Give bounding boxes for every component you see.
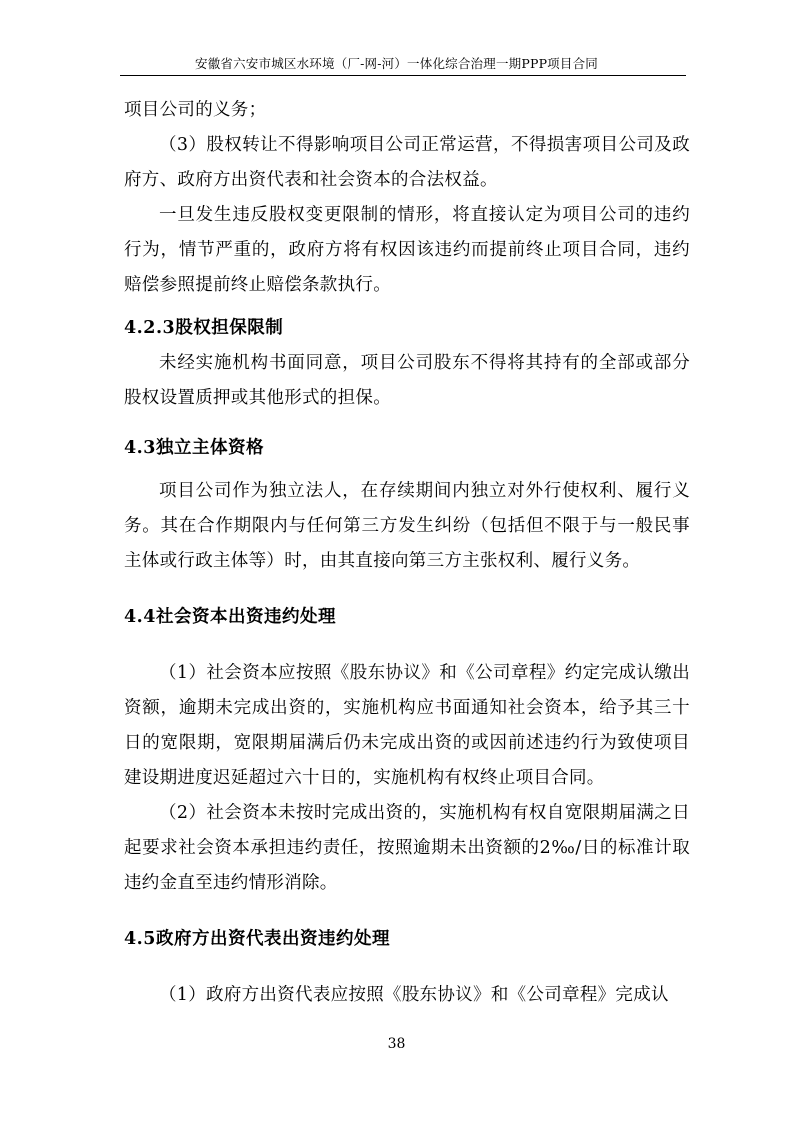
section-heading-4-3: 4.3独立主体资格 <box>124 438 264 458</box>
paragraph-breach-consequence: 一旦发生违反股权变更限制的情形，将直接认定为项目公司的违约行为，情节严重的，政府方将有权因该违约而提前终止项目合同，违约赔偿参照提前终止赔偿条款执行。 <box>124 205 690 295</box>
document-body <box>124 93 690 1013</box>
paragraph-government-contribution-1: （1）政府方出资代表应按照《股东协议》和《公司章程》完成认 <box>159 985 669 1005</box>
paragraph-continuation: 项目公司的义务； <box>124 100 267 120</box>
section-heading-4-5: 4.5政府方出资代表出资违约处理 <box>124 929 390 949</box>
page-number: 38 <box>387 1036 406 1052</box>
paragraph-independent-entity: 项目公司作为独立法人，在存续期间内独立对外行使权利、履行义务。其在合作期限内与任何第三方发生纠纷（包括但不限于与一般民事主体或行政主体等）时，由其直接向第三方主张权利、履行义务。 <box>124 481 690 571</box>
paragraph-equity-transfer-3: （3）股权转让不得影响项目公司正常运营，不得损害项目公司及政府方、政府方出资代表和社会资本的合法权益。 <box>124 135 690 190</box>
section-heading-4-4: 4.4社会资本出资违约处理 <box>124 607 336 627</box>
page-header-title: 安徽省六安市城区水环境（厂-网-河）一体化综合治理一期PPP项目合同 <box>195 56 598 71</box>
paragraph-capital-contribution-2: （2）社会资本未按时完成出资的，实施机构有权自宽限期届满之日起要求社会资本承担违约责任，按照逾期未出资额的2‰/日的标准计取违约金直至违约情形消除。 <box>124 803 690 893</box>
paragraph-capital-contribution-1: （1）社会资本应按照《股东协议》和《公司章程》约定完成认缴出资额，逾期未完成出资的，实施机构应书面通知社会资本，给予其三十日的宽限期，宽限期届满后仍未完成出资的或因前述违约行为致使项目建设期进度迟延超过六十日的，实施机构有权终止项目合同。 <box>124 663 690 788</box>
paragraph-equity-guarantee: 未经实施机构书面同意，项目公司股东不得将其持有的全部或部分股权设置质押或其他形式的担保。 <box>124 353 690 408</box>
section-heading-4-2-3: 4.2.3股权担保限制 <box>124 318 284 338</box>
header-divider <box>120 75 686 76</box>
